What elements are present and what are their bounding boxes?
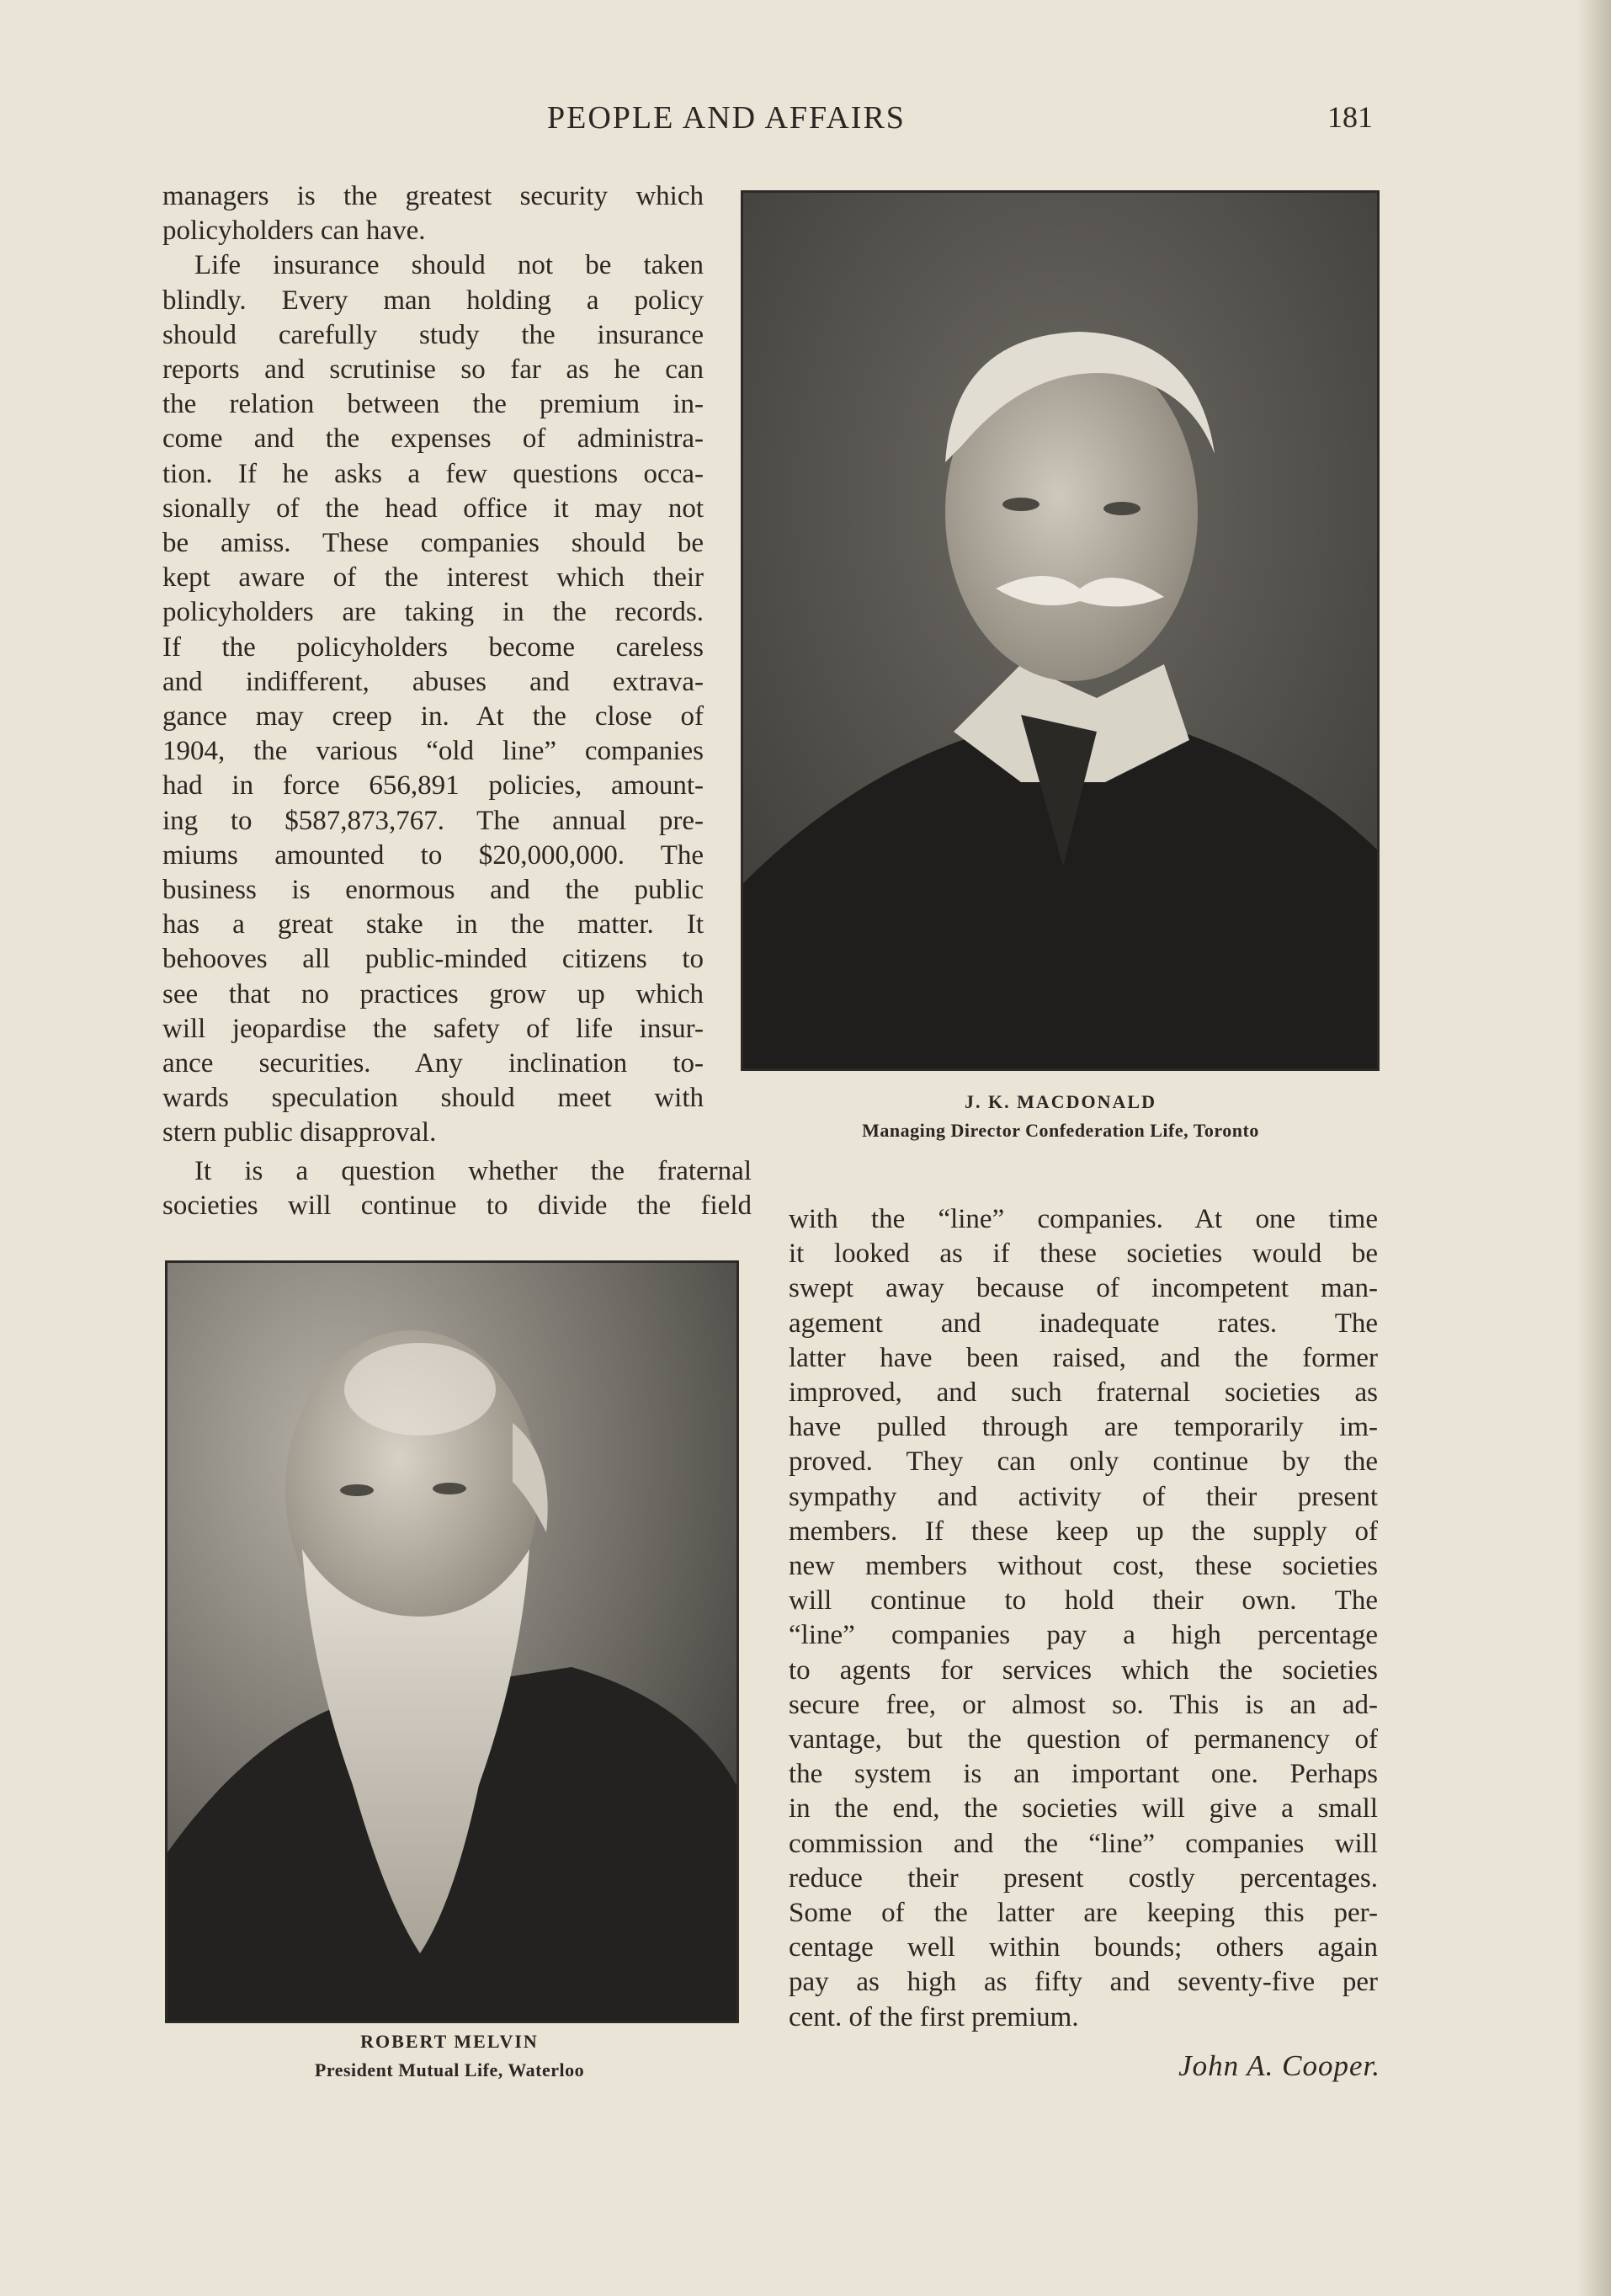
text-line: vantage, but the question of permanency of (789, 1724, 1378, 1755)
text-line: behooves all public-minded citizens to (162, 944, 704, 975)
text-line: has a great stake in the matter. It (162, 909, 704, 940)
text-line: tion. If he asks a few questions occa- (162, 458, 704, 489)
text-line: stern public disapproval. (162, 1117, 437, 1148)
text-line: reduce their present costly percentages. (789, 1862, 1378, 1894)
running-title: PEOPLE AND AFFAIRS (547, 100, 906, 136)
text-line: proved. They can only continue by the (789, 1446, 1378, 1478)
text-line: commission and the “line” companies will (789, 1828, 1378, 1859)
left-column-wide-text (162, 1154, 752, 1223)
caption-role: President Mutual Life, Waterloo (314, 2059, 585, 2080)
text-line: with the “line” companies. At one time (789, 1204, 1378, 1234)
text-line: in the end, the societies will give a small (789, 1793, 1378, 1825)
page-number: 181 (1327, 100, 1373, 134)
text-line: see that no practices grow up which (162, 978, 704, 1009)
text-line: agement and inadequate rates. The (789, 1308, 1378, 1339)
text-line: centage well within bounds; others again (789, 1932, 1378, 1963)
text-line: policyholders can have. (162, 216, 426, 247)
running-head (0, 99, 1611, 150)
portrait-photo-macdonald (741, 190, 1380, 1071)
page-edge-shadow (1577, 0, 1611, 2296)
text-line: societies will continue to divide the field (162, 1191, 752, 1222)
portrait-melvin-image (167, 1263, 736, 2021)
text-line: policyholders are taking in the records. (162, 597, 704, 628)
portrait-macdonald-image (743, 193, 1377, 1068)
caption-role: Managing Director Confederation Life, Toronto (862, 1120, 1259, 1141)
text-line: members. If these keep up the supply of (789, 1516, 1378, 1547)
portrait-photo-melvin (165, 1260, 739, 2023)
text-line: sympathy and activity of their present (789, 1481, 1378, 1512)
text-line: miums amounted to $20,000,000. The (162, 839, 704, 871)
text-line: gance may creep in. At the close of (162, 701, 704, 732)
author-signature: John A. Cooper. (1178, 2049, 1380, 2082)
text-line: latter have been raised, and the former (789, 1342, 1378, 1373)
text-line: and indifferent, abuses and extrava- (162, 666, 704, 697)
text-line: come and the expenses of administra- (162, 424, 704, 455)
text-line: to agents for services which the societies (789, 1654, 1378, 1686)
text-line: blindly. Every man holding a policy (162, 285, 704, 316)
text-line: should carefully study the insurance (162, 319, 704, 350)
text-line: the relation between the premium in- (162, 389, 704, 420)
left-column-text (162, 179, 704, 1151)
text-line: managers is the greatest security which (162, 181, 704, 211)
text-line: If the policyholders become careless (162, 631, 704, 663)
text-line: the system is an important one. Perhaps (789, 1759, 1378, 1790)
text-line: swept away because of incompetent man- (789, 1273, 1378, 1304)
text-line: be amiss. These companies should be (162, 528, 704, 559)
caption-melvin (165, 2031, 734, 2081)
text-line: improved, and such fraternal societies as (789, 1377, 1378, 1409)
caption-name: ROBERT MELVIN (360, 2031, 539, 2052)
caption-macdonald (758, 1091, 1364, 1142)
text-line: wards speculation should meet with (162, 1083, 704, 1114)
text-line: kept aware of the interest which their (162, 562, 704, 594)
text-line: secure free, or almost so. This is an ad- (789, 1689, 1378, 1720)
text-line: will jeopardise the safety of life insur- (162, 1013, 704, 1044)
text-line: “line” companies pay a high percentage (789, 1620, 1378, 1651)
text-line: ance securities. Any inclination to- (162, 1048, 704, 1079)
right-column-text (789, 1202, 1378, 2035)
text-line: 1904, the various “old line” companies (162, 736, 704, 767)
text-line: ing to $587,873,767. The annual pre- (162, 805, 704, 836)
text-line: Some of the latter are keeping this per- (789, 1898, 1378, 1929)
text-line: have pulled through are temporarily im- (789, 1412, 1378, 1443)
text-line: sionally of the head office it may not (162, 493, 704, 524)
text-line: pay as high as fifty and seventy-five per (789, 1967, 1378, 1998)
text-line: new members without cost, these societies (789, 1551, 1378, 1582)
text-line: Life insurance should not be taken (194, 250, 704, 281)
caption-name: J. K. MACDONALD (965, 1091, 1156, 1112)
text-line: reports and scrutinise so far as he can (162, 354, 704, 386)
text-line: had in force 656,891 policies, amount- (162, 770, 704, 802)
text-line: cent. of the first premium. (789, 2001, 1079, 2032)
text-line: will continue to hold their own. The (789, 1585, 1378, 1617)
text-line: It is a question whether the fraternal (194, 1156, 752, 1186)
text-line: it looked as if these societies would be (789, 1239, 1378, 1270)
text-line: business is enormous and the public (162, 875, 704, 906)
